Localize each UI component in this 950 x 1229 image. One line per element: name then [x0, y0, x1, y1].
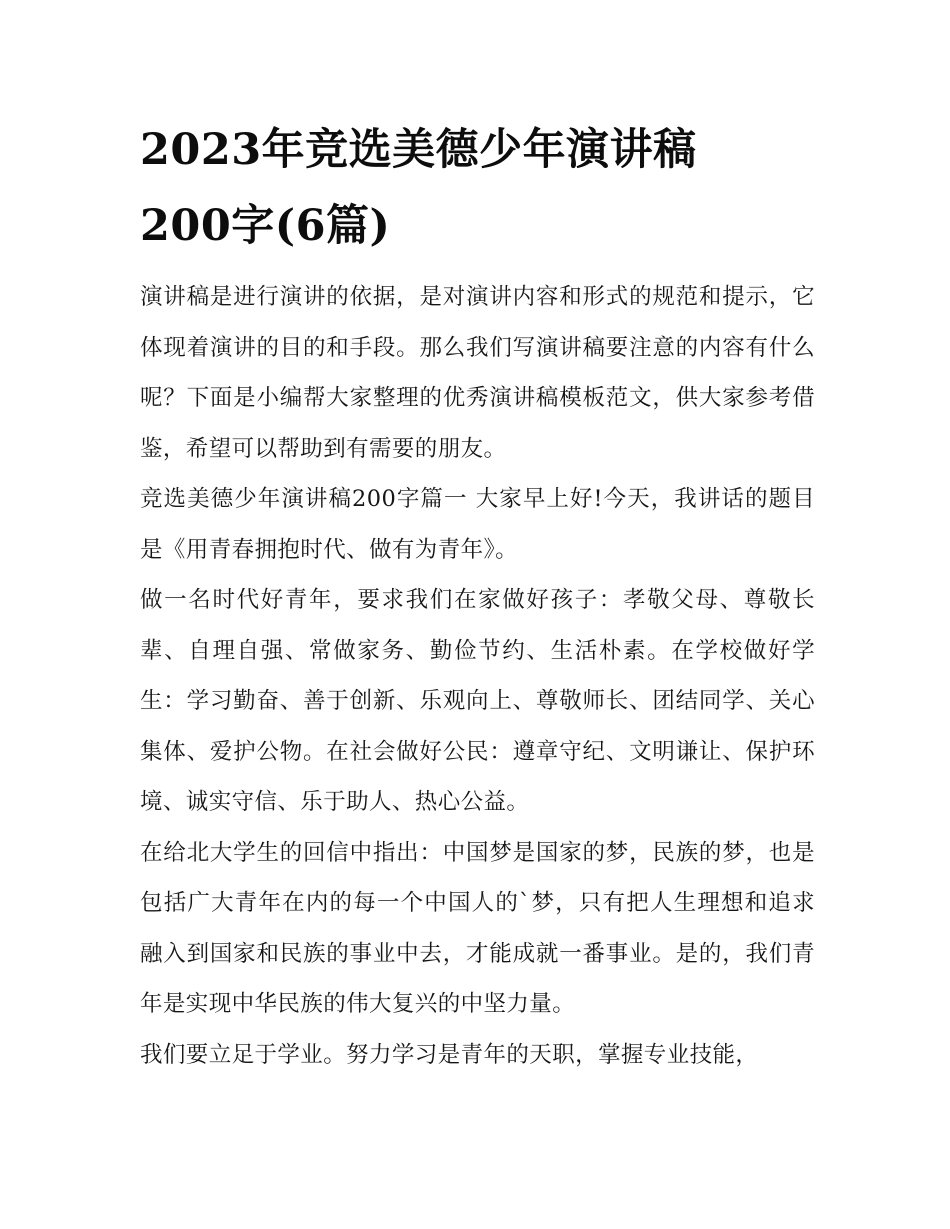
- paragraph-study: 我们要立足于学业。努力学习是青年的天职，掌握专业技能，: [140, 1041, 759, 1068]
- paragraph-intro: 演讲稿是进行演讲的依据，是对演讲内容和形式的规范和提示，它体现着演讲的目的和手段。那么我们写演讲稿要注意的内容有什么呢？下面是小编帮大家整理的优秀演讲稿模板范文，供大家参考借鉴，希望可以帮助到有需要的朋友。: [140, 284, 815, 462]
- paragraph-chinese-dream: 在给北大学生的回信中指出：中国梦是国家的梦，民族的梦，也是包括广大青年在内的每一个中国人的`梦，只有把人生理想和追求融入到国家和民族的事业中去，才能成就一番事业。是的，我们青年是实现中华民族的伟大复兴的中坚力量。: [140, 839, 815, 1017]
- document-body: [140, 272, 815, 1080]
- title-line-2: 200字(6篇): [140, 201, 391, 251]
- paragraph-speech-opening: 竞选美德少年演讲稿200字篇一 大家早上好!今天，我讲话的题目是《用青春拥抱时代、做有为青年》。: [140, 486, 815, 563]
- paragraph-good-youth: 做一名时代好青年，要求我们在家做好孩子：孝敬父母、尊敬长辈、自理自强、常做家务、勤俭节约、生活朴素。在学校做好学生：学习勤奋、善于创新、乐观向上、尊敬师长、团结同学、关心集体、爱护公物。在社会做好公民：遵章守纪、文明谦让、保护环境、诚实守信、乐于助人、热心公益。: [140, 587, 815, 815]
- document-title: [140, 112, 815, 264]
- title-line-1: 2023年竞选美德少年演讲稿: [140, 125, 697, 175]
- document-content: [140, 112, 815, 1080]
